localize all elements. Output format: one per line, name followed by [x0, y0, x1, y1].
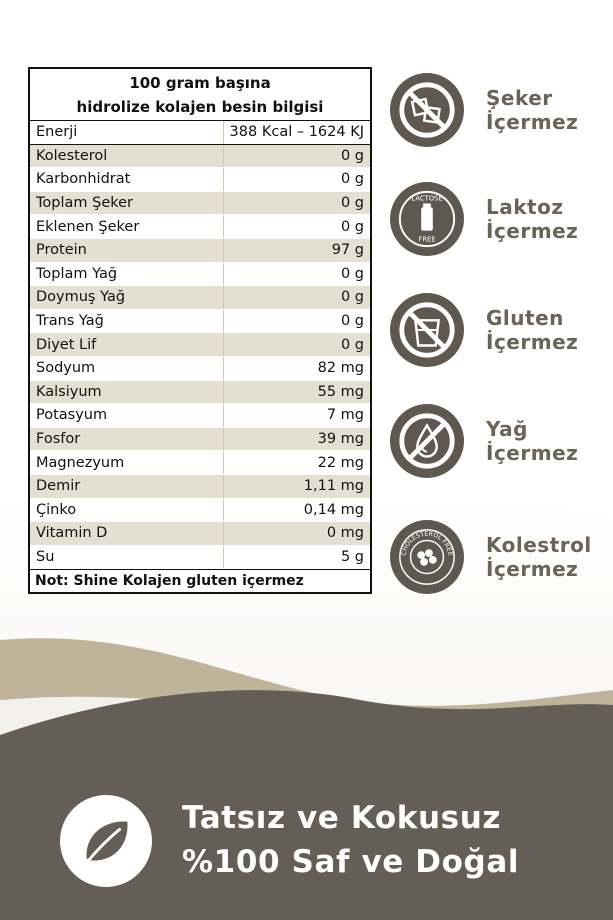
row-value: 5 g [223, 545, 370, 569]
row-value: 0 g [223, 333, 370, 357]
row-value: 0 g [223, 144, 370, 168]
feature-cholesterol-free [390, 516, 605, 598]
row-label: Protein [30, 238, 223, 262]
row-value: 39 mg [223, 427, 370, 451]
nutrition-rows [30, 121, 370, 569]
table-row [30, 404, 370, 428]
feature-cholesterol-line2: İçermez [486, 557, 579, 581]
table-row [30, 286, 370, 310]
nutrition-header [30, 69, 370, 121]
table-row [30, 191, 370, 215]
row-label: Magnezyum [30, 451, 223, 475]
feature-gluten-line2: İçermez [486, 330, 579, 354]
row-value: 55 mg [223, 380, 370, 404]
table-row [30, 522, 370, 546]
banner-line1: Tatsız ve Kokusuz [182, 800, 502, 836]
row-value: 7 mg [223, 404, 370, 428]
row-label: Demir [30, 474, 223, 498]
nutrition-table [28, 67, 372, 594]
row-label: Kalsiyum [30, 380, 223, 404]
cholesterol-free-icon [390, 520, 464, 594]
row-value: 388 Kcal – 1624 KJ [223, 121, 370, 144]
cholesterol-badge-text: CHOLESTEROL FREE [400, 530, 454, 557]
feature-lactose-free [390, 178, 605, 260]
row-label: Karbonhidrat [30, 168, 223, 192]
feature-sugar-free [390, 69, 605, 151]
row-value: 0 mg [223, 522, 370, 546]
feature-gluten-free [390, 289, 605, 371]
row-value: 0,14 mg [223, 498, 370, 522]
lactose-badge-top: LACTOSE [411, 194, 443, 203]
banner-slogan [182, 796, 519, 884]
table-row [30, 333, 370, 357]
row-label: Su [30, 545, 223, 569]
table-row [30, 262, 370, 286]
table-row [30, 356, 370, 380]
feature-gluten-line1: Gluten [486, 306, 564, 330]
feature-fat-line1: Yağ [486, 417, 528, 441]
row-value: 22 mg [223, 451, 370, 475]
table-row [30, 427, 370, 451]
feature-sugar-line1: Şeker [486, 86, 553, 110]
table-row [30, 309, 370, 333]
nutrition-title-line2: hidrolize kolajen besin bilgisi [76, 98, 324, 116]
row-value: 1,11 mg [223, 474, 370, 498]
bottom-banner [0, 790, 613, 920]
table-row [30, 498, 370, 522]
row-label: Eklenen Şeker [30, 215, 223, 239]
no-sugar-icon [390, 73, 464, 147]
row-label: Doymuş Yağ [30, 286, 223, 310]
row-label: Trans Yağ [30, 309, 223, 333]
row-value: 0 g [223, 286, 370, 310]
row-value: 0 g [223, 309, 370, 333]
row-label: Toplam Yağ [30, 262, 223, 286]
table-row [30, 474, 370, 498]
table-row [30, 121, 370, 144]
nutrition-title-line1: 100 gram başına [129, 74, 271, 92]
feature-lactose-line1: Laktoz [486, 195, 564, 219]
row-label: Kolesterol [30, 144, 223, 168]
table-row [30, 380, 370, 404]
table-row [30, 238, 370, 262]
row-value: 0 g [223, 191, 370, 215]
lactose-badge-bottom: FREE [418, 235, 436, 244]
row-label: Sodyum [30, 356, 223, 380]
row-value: 0 g [223, 262, 370, 286]
lactose-free-icon [390, 182, 464, 256]
nutrition-note: Not: Shine Kolajen gluten içermez [30, 569, 370, 592]
leaf-icon [60, 795, 152, 887]
row-label: Fosfor [30, 427, 223, 451]
row-label: Diyet Lif [30, 333, 223, 357]
row-label: Toplam Şeker [30, 191, 223, 215]
feature-lactose-line2: İçermez [486, 219, 579, 243]
row-value: 0 g [223, 168, 370, 192]
row-value: 82 mg [223, 356, 370, 380]
feature-fat-free [390, 400, 605, 482]
no-fat-icon [390, 404, 464, 478]
row-value: 97 g [223, 238, 370, 262]
feature-cholesterol-line1: Kolestrol [486, 533, 592, 557]
row-value: 0 g [223, 215, 370, 239]
row-label: Çinko [30, 498, 223, 522]
table-row [30, 215, 370, 239]
table-row [30, 144, 370, 168]
row-label: Enerji [30, 121, 223, 144]
table-row [30, 451, 370, 475]
table-row [30, 168, 370, 192]
row-label: Potasyum [30, 404, 223, 428]
feature-sugar-line2: İçermez [486, 110, 579, 134]
table-row [30, 545, 370, 569]
banner-line2: %100 Saf ve Doğal [182, 844, 520, 880]
no-gluten-icon [390, 293, 464, 367]
feature-fat-line2: İçermez [486, 441, 579, 465]
row-label: Vitamin D [30, 522, 223, 546]
